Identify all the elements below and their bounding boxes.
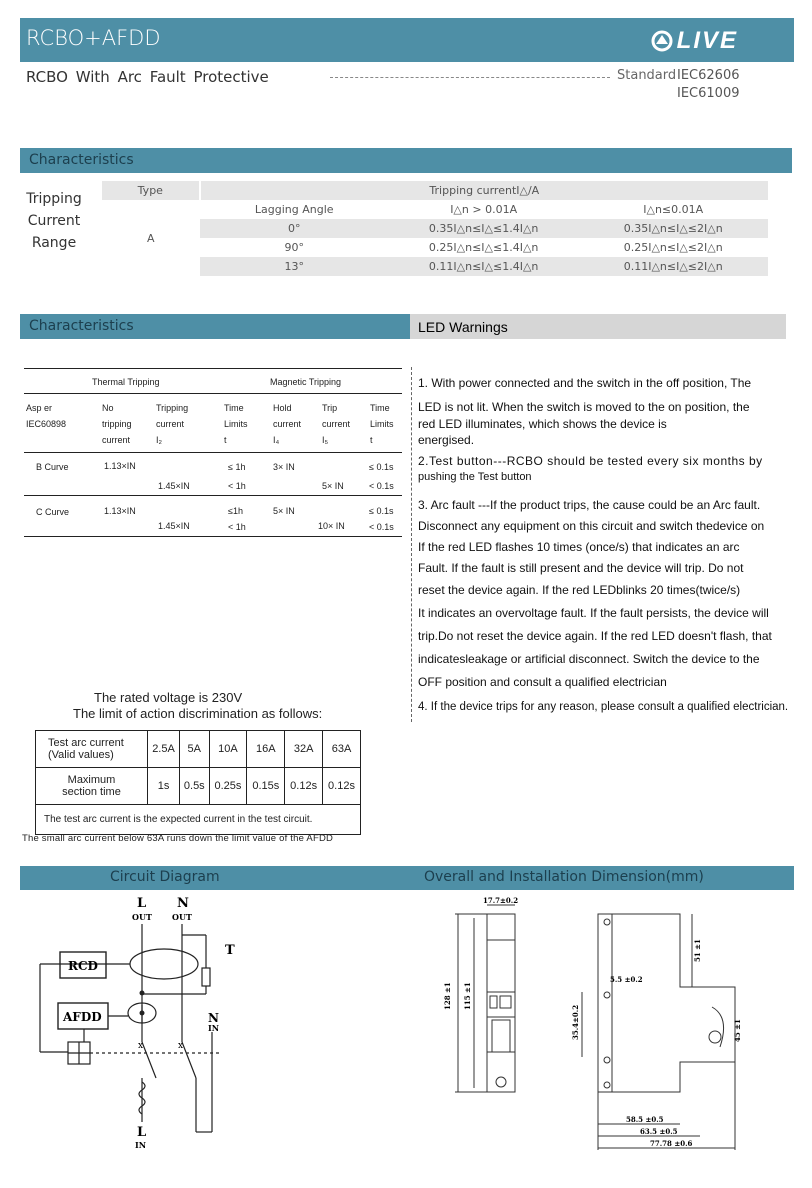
label-T: T <box>225 943 235 958</box>
table-row: B Curve 1.13×IN 1.45×IN ≤ 1h < 1h 3× IN 5× IN ≤ 0.1s < 0.1s <box>36 461 394 491</box>
side-label-line: Current <box>27 213 81 229</box>
magnetic-header: Magnetic Tripping <box>270 377 342 387</box>
dashed-divider <box>411 367 412 722</box>
table-cell: 13° <box>284 260 304 273</box>
led-line: 3. Arc fault ---If the product trips, the cause could be an Arc fault. <box>418 497 761 512</box>
tripping-current-table <box>102 181 768 276</box>
circuit-diagram <box>20 892 380 1182</box>
tripping-group-headers <box>24 369 402 393</box>
rated-voltage-text: The rated voltage is 230V <box>94 690 243 705</box>
page-title: RCBO+AFDD <box>26 26 161 50</box>
table-cell: 0.11I△n≤I△≤2I△n <box>623 260 723 273</box>
table-cell: 0.35I△n≤I△≤2I△n <box>623 222 723 235</box>
table-cell: 0.12s <box>323 768 361 805</box>
diagram-bar <box>20 866 794 890</box>
tripping-header: Tripping currentI△/A <box>200 181 768 200</box>
table-row <box>36 805 361 835</box>
col-header: Hold current I₄ <box>273 403 302 445</box>
col-header: Asp er IEC60898 <box>26 403 67 429</box>
label-N-in: N <box>208 1011 219 1025</box>
logo-mark-icon <box>651 30 673 52</box>
sub-header: I△n > 0.01A <box>450 203 518 216</box>
led-line: pushing the Test button <box>418 470 532 483</box>
led-line: Fault. If the fault is still present and the device will trip. Do not <box>418 560 744 575</box>
col-header: No tripping current <box>102 403 132 445</box>
standard-2: IEC61009 <box>677 86 740 101</box>
led-line: trip.Do not reset the device again. If the red LED doesn't flash, that <box>418 628 772 643</box>
side-label-line: Range <box>31 235 77 251</box>
subtitle: RCBO With Arc Fault Protective <box>26 68 269 86</box>
led-line: 4. If the device trips for any reason, please consult a qualified electrician. <box>418 700 789 713</box>
led-line: reset the device again. If the red LEDblinks 20 times(twice/s) <box>418 582 741 597</box>
col-header: Trip current I₅ <box>322 403 351 445</box>
dimension-drawings <box>430 892 780 1162</box>
sub-header: Lagging Angle <box>254 203 334 216</box>
dim-label: 17.7±0.2 <box>483 896 519 905</box>
led-line: OFF position and consult a qualified electrician <box>418 674 667 689</box>
table-cell: 0° <box>287 222 301 235</box>
table-cell: 0.25I△n≤I△≤1.4I△n <box>428 241 539 254</box>
row-label: Maximum section time <box>36 768 148 805</box>
table-row: C Curve 1.13×IN 1.45×IN ≤1h < 1h 5× IN 10× IN ≤ 0.1s < 0.1s <box>36 506 394 532</box>
table-cell: 0.12s <box>285 768 323 805</box>
led-line: energised. <box>418 432 475 447</box>
dim-label: 63.5 ±0.5 <box>640 1127 678 1136</box>
characteristics-title-1: Characteristics <box>29 152 134 168</box>
afdd-label: AFDD <box>63 1010 102 1024</box>
led-line: red LED illuminates, which shows the device is <box>418 416 667 431</box>
thermal-header: Thermal Tripping <box>92 377 160 387</box>
col-header: Tripping current I₂ <box>156 403 189 445</box>
type-value: A <box>147 231 155 245</box>
characteristics-bar-2 <box>20 314 416 339</box>
led-warnings-title: LED Warnings <box>418 319 508 335</box>
table-row <box>36 768 361 805</box>
tripping-current-range-label <box>24 188 84 254</box>
label-in-2: IN <box>135 1140 147 1150</box>
afdd-small-note: The small arc current below 63A runs down the limit value of the AFDD <box>22 833 334 844</box>
table-rule <box>24 536 402 537</box>
arc-table-note: The test arc current is the expected current in the test circuit. <box>36 805 361 835</box>
dim-label: 115 ±1 <box>463 982 472 1010</box>
led-line: LED is not lit. When the switch is moved to the on position, the <box>418 399 750 414</box>
dimension-title: Overall and Installation Dimension(mm) <box>424 869 704 885</box>
led-line: 1. With power connected and the switch in the off position, The <box>418 376 752 390</box>
table-row <box>36 731 361 768</box>
table-cell: 0.5s <box>180 768 210 805</box>
rcd-label: RCD <box>68 959 98 973</box>
table-cell: 0.11I△n≤I△≤1.4I△n <box>428 260 539 273</box>
logo-text: LIVE <box>676 27 738 54</box>
dim-label: 51 ±1 <box>693 939 702 962</box>
table-cell: 90° <box>284 241 304 254</box>
col-header: Time Limits t <box>370 403 394 445</box>
table-cell: 0.35I△n≤I△≤1.4I△n <box>428 222 539 235</box>
discrimination-text: The limit of action discrimination as follows: <box>73 706 323 721</box>
table-cell: 0.25I△n≤I△≤2I△n <box>623 241 723 254</box>
header-bar <box>20 18 794 62</box>
led-line: Disconnect any equipment on this circuit and switch thedevice on <box>418 518 765 533</box>
col-header: Time Limits t <box>224 403 248 445</box>
led-line: It indicates an overvoltage fault. If the fault persists, the device will <box>418 605 769 620</box>
label-out-2: OUT <box>172 912 192 922</box>
table-cell: 63A <box>323 731 361 768</box>
standard-label: Standard <box>617 68 677 83</box>
curve-col-headers <box>24 394 402 452</box>
brand-logo <box>651 28 738 54</box>
label-x-1: x <box>138 1041 144 1051</box>
label-x-2: x <box>178 1041 184 1051</box>
led-line: 2.Test button---RCBO should be tested every six months by <box>418 453 763 468</box>
dash-divider <box>330 77 610 78</box>
table-cell: 16A <box>247 731 285 768</box>
curve-table <box>24 368 402 537</box>
row-label: Test arc current (Valid values) <box>36 731 148 768</box>
led-line: indicatesleakage or artificial disconnect. Switch the device to the <box>418 651 760 666</box>
label-L-in: L <box>137 1125 147 1140</box>
table-cell: 0.25s <box>209 768 247 805</box>
table-cell: 0.15s <box>247 768 285 805</box>
table-cell: 32A <box>285 731 323 768</box>
dim-label: 77.78 ±0.6 <box>650 1139 693 1148</box>
label-L-out: L <box>137 896 147 911</box>
table-cell: 5A <box>180 731 210 768</box>
side-label-line: Tripping <box>26 191 82 207</box>
characteristics-bar-1 <box>20 148 792 173</box>
dim-label: 58.5 ±0.5 <box>626 1115 664 1124</box>
dim-label: 35.4±0.2 <box>571 1004 580 1040</box>
sub-header: I△n≤0.01A <box>643 203 704 216</box>
label-in-1: IN <box>208 1023 220 1033</box>
table-cell: 10A <box>209 731 247 768</box>
circuit-diagram-title: Circuit Diagram <box>110 869 220 885</box>
led-warnings-text <box>418 372 798 720</box>
arc-limit-table <box>35 730 361 835</box>
dim-label: 45 ±1 <box>733 1019 742 1042</box>
characteristics-title-2: Characteristics <box>29 318 134 334</box>
led-line: If the red LED flashes 10 times (once/s) that indicates an arc <box>418 539 740 554</box>
dim-label: 128 ±1 <box>443 982 452 1010</box>
led-warnings-bar <box>410 314 786 339</box>
label-out-1: OUT <box>132 912 152 922</box>
table-cell: 1s <box>148 768 180 805</box>
label-N-out: N <box>177 896 189 911</box>
type-header: Type <box>102 181 200 200</box>
standard-1: IEC62606 <box>677 68 740 83</box>
dim-label: 5.5 ±0.2 <box>610 975 643 984</box>
table-cell: 2.5A <box>148 731 180 768</box>
